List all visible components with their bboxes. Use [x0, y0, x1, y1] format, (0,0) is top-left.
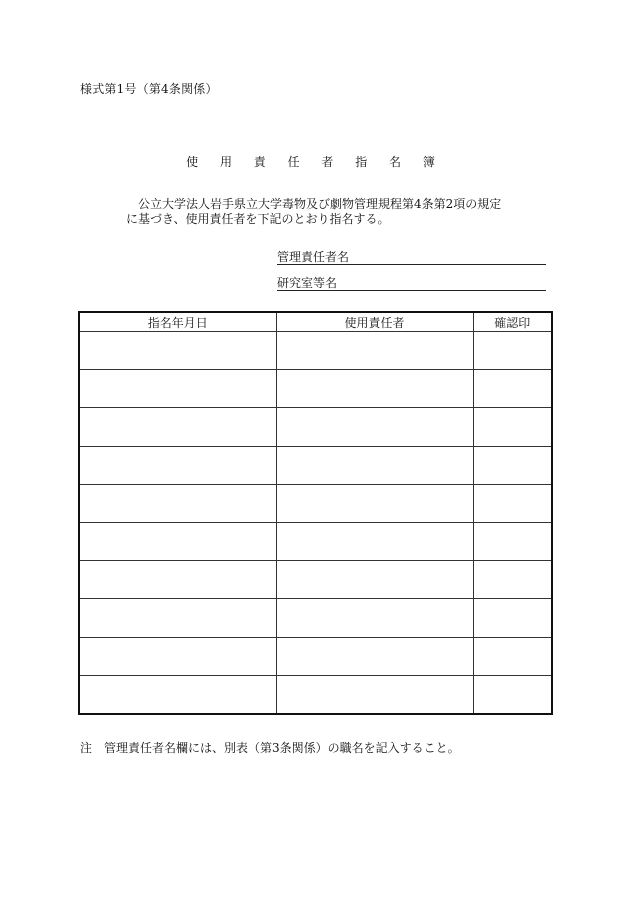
- date-cell[interactable]: [79, 446, 276, 484]
- user-cell[interactable]: [276, 408, 473, 446]
- seal-cell[interactable]: [473, 637, 552, 675]
- user-cell[interactable]: [276, 599, 473, 637]
- document-title: 使 用 責 任 者 指 名 簿: [186, 155, 444, 169]
- manager-name-field[interactable]: [277, 250, 546, 265]
- intro-paragraph: [126, 197, 526, 227]
- table-row: [79, 675, 552, 714]
- table-row: [79, 408, 552, 446]
- table-row: [79, 522, 552, 560]
- table-row: [79, 637, 552, 675]
- user-cell[interactable]: [276, 561, 473, 599]
- date-cell[interactable]: [79, 599, 276, 637]
- seal-cell[interactable]: [473, 370, 552, 408]
- date-cell[interactable]: [79, 637, 276, 675]
- user-cell[interactable]: [276, 446, 473, 484]
- table-row: [79, 332, 552, 370]
- user-cell[interactable]: [276, 370, 473, 408]
- header-confirmation-seal: 確認印: [473, 312, 552, 332]
- user-cell[interactable]: [276, 522, 473, 560]
- date-cell[interactable]: [79, 408, 276, 446]
- footnote: [80, 739, 460, 756]
- header-designation-date: 指名年月日: [79, 312, 276, 332]
- user-cell[interactable]: [276, 484, 473, 522]
- date-cell[interactable]: [79, 561, 276, 599]
- seal-cell[interactable]: [473, 522, 552, 560]
- form-number: 様式第1号（第4条関係）: [80, 82, 218, 96]
- table-row: [79, 446, 552, 484]
- seal-cell[interactable]: [473, 408, 552, 446]
- lab-name-label: 研究室等名: [277, 276, 338, 290]
- manager-name-label: 管理責任者名: [277, 250, 350, 264]
- seal-cell[interactable]: [473, 446, 552, 484]
- footnote-mark: 注: [80, 741, 93, 755]
- table-row: [79, 370, 552, 408]
- date-cell[interactable]: [79, 484, 276, 522]
- date-cell[interactable]: [79, 332, 276, 370]
- date-cell[interactable]: [79, 522, 276, 560]
- table-row: [79, 599, 552, 637]
- seal-cell[interactable]: [473, 599, 552, 637]
- seal-cell[interactable]: [473, 484, 552, 522]
- seal-cell[interactable]: [473, 332, 552, 370]
- intro-line-1: 公立大学法人岩手県立大学毒物及び劇物管理規程第4条第2項の規定: [138, 197, 502, 211]
- date-cell[interactable]: [79, 675, 276, 714]
- header-responsible-user: 使用責任者: [276, 312, 473, 332]
- table-row: [79, 561, 552, 599]
- user-cell[interactable]: [276, 637, 473, 675]
- table-row: [79, 484, 552, 522]
- date-cell[interactable]: [79, 370, 276, 408]
- designation-table: [78, 311, 553, 715]
- seal-cell[interactable]: [473, 561, 552, 599]
- seal-cell[interactable]: [473, 675, 552, 714]
- intro-line-2: に基づき、使用責任者を下記のとおり指名する。: [126, 212, 390, 226]
- user-cell[interactable]: [276, 675, 473, 714]
- footnote-text: 管理責任者名欄には、別表（第3条関係）の職名を記入すること。: [104, 741, 460, 755]
- table-header-row: [79, 312, 552, 332]
- lab-name-field[interactable]: [277, 276, 546, 291]
- user-cell[interactable]: [276, 332, 473, 370]
